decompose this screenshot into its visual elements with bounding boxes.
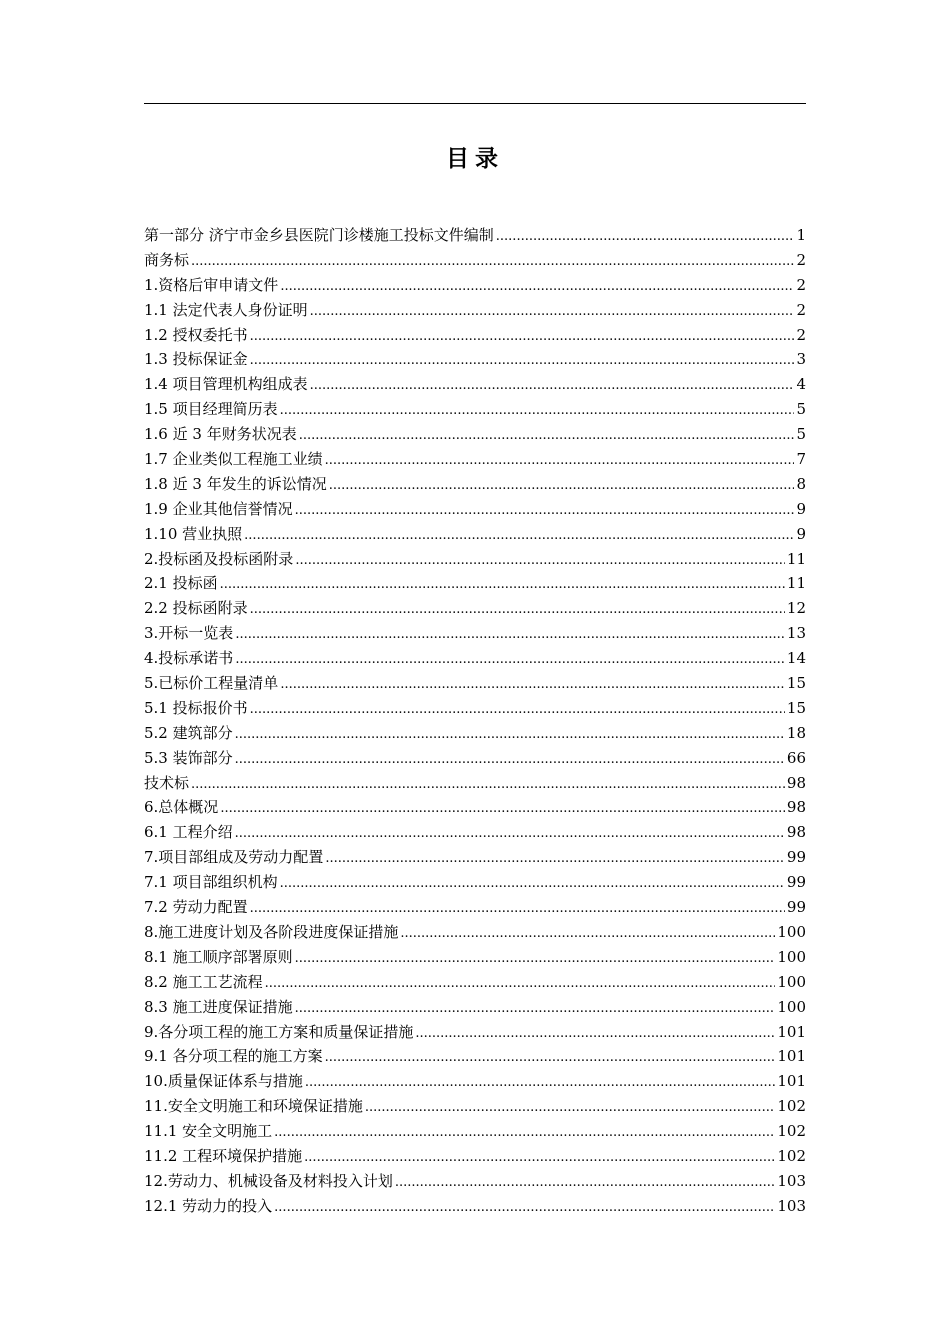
toc-entry[interactable] [144,646,806,671]
toc-leader-dots [274,1196,775,1219]
toc-entry-page-number: 15 [786,674,806,693]
toc-entry-page-number: 2 [796,300,806,319]
toc-leader-dots [250,698,785,721]
toc-entry[interactable] [144,1144,806,1169]
toc-leader-dots [365,1096,776,1119]
toc-entry-label: 6.总体概况 [144,798,219,817]
toc-entry[interactable] [144,671,806,696]
toc-entry[interactable] [144,696,806,721]
toc-entry[interactable] [144,522,806,547]
toc-leader-dots [325,847,785,870]
toc-entry-page-number: 11 [786,549,806,568]
toc-entry-page-number: 99 [786,873,806,892]
toc-entry-label: 1.1 法定代表人身份证明 [144,300,308,319]
toc-leader-dots [295,499,795,522]
toc-entry-label: 12.1 劳动力的投入 [144,1196,273,1215]
toc-entry-label: 5.1 投标报价书 [144,698,248,717]
toc-leader-dots [250,897,785,920]
toc-entry-label: 2.1 投标函 [144,574,218,593]
toc-entry[interactable] [144,1020,806,1045]
toc-leader-dots [295,997,776,1020]
toc-entry-label: 1.资格后审申请文件 [144,275,279,294]
toc-entry-page-number: 4 [796,375,806,394]
toc-entry[interactable] [144,248,806,273]
toc-leader-dots [325,1046,776,1069]
toc-entry-page-number: 102 [777,1146,806,1165]
toc-entry-label: 2.2 投标函附录 [144,599,248,618]
toc-entry[interactable] [144,870,806,895]
toc-leader-dots [280,275,794,298]
toc-leader-dots [250,325,795,348]
toc-entry-page-number: 15 [786,698,806,717]
toc-entry[interactable] [144,497,806,522]
toc-entry-label: 11.安全文明施工和环境保证措施 [144,1097,363,1116]
toc-entry-page-number: 100 [777,947,806,966]
toc-entry-label: 1.10 营业执照 [144,524,243,543]
toc-entry-label: 8.2 施工工艺流程 [144,972,263,991]
toc-entry-label: 11.2 工程环境保护措施 [144,1146,303,1165]
table-of-contents [144,223,806,1219]
toc-leader-dots [310,300,795,323]
toc-entry-page-number: 9 [796,524,806,543]
toc-entry-page-number: 11 [786,574,806,593]
toc-leader-dots [295,947,776,970]
toc-entry-label: 6.1 工程介绍 [144,823,233,842]
toc-entry-label: 1.5 项目经理简历表 [144,400,278,419]
toc-entry-page-number: 99 [786,848,806,867]
toc-leader-dots [220,797,785,820]
toc-entry-label: 2.投标函及投标函附录 [144,549,294,568]
toc-entry[interactable] [144,771,806,796]
toc-entry[interactable] [144,970,806,995]
toc-entry[interactable] [144,547,806,572]
header-rule [144,103,806,104]
toc-leader-dots [235,623,785,646]
toc-leader-dots [274,1121,775,1144]
toc-entry-page-number: 103 [777,1171,806,1190]
toc-entry-label: 第一部分 济宁市金乡县医院门诊楼施工投标文件编制 [144,226,494,244]
toc-entry-page-number: 2 [796,325,806,344]
toc-leader-dots [280,399,795,422]
toc-entry-page-number: 66 [786,748,806,767]
toc-entry-page-number: 7 [796,450,806,469]
toc-leader-dots [325,449,795,472]
toc-entry-page-number: 2 [796,275,806,294]
toc-entry[interactable] [144,845,806,870]
toc-leader-dots [220,573,785,596]
toc-entry[interactable] [144,995,806,1020]
toc-entry[interactable] [144,298,806,323]
toc-entry-label: 1.4 项目管理机构组成表 [144,375,308,394]
toc-leader-dots [244,524,794,547]
toc-entry-label: 5.2 建筑部分 [144,723,233,742]
toc-entry[interactable] [144,945,806,970]
toc-leader-dots [235,822,785,845]
toc-leader-dots [310,374,795,397]
toc-entry-page-number: 99 [786,898,806,917]
toc-entry[interactable] [144,323,806,348]
toc-entry-page-number: 9 [796,499,806,518]
toc-entry[interactable] [144,920,806,945]
toc-entry-label: 12.劳动力、机械设备及材料投入计划 [144,1171,393,1190]
toc-entry-page-number: 12 [786,599,806,618]
toc-entry-page-number: 13 [786,624,806,643]
toc-entry-page-number: 100 [777,972,806,991]
toc-leader-dots [191,773,785,796]
toc-leader-dots [400,922,775,945]
toc-entry[interactable] [144,472,806,497]
toc-entry[interactable] [144,1169,806,1194]
toc-leader-dots [250,598,785,621]
toc-entry-page-number: 98 [786,773,806,792]
toc-entry[interactable] [144,397,806,422]
toc-entry[interactable] [144,820,806,845]
toc-entry-page-number: 14 [786,649,806,668]
toc-entry[interactable] [144,422,806,447]
toc-entry-label: 10.质量保证体系与措施 [144,1072,303,1091]
toc-leader-dots [250,349,795,372]
toc-entry-page-number: 102 [777,1122,806,1141]
toc-entry[interactable] [144,1094,806,1119]
toc-entry[interactable] [144,571,806,596]
toc-leader-dots [280,673,785,696]
toc-entry[interactable] [144,895,806,920]
toc-entry-page-number: 100 [777,922,806,941]
toc-entry-label: 7.1 项目部组织机构 [144,873,278,892]
toc-entry-label: 1.6 近 3 年财务状况表 [144,425,297,444]
toc-entry-label: 技术标 [144,773,190,792]
toc-entry-page-number: 8 [796,474,806,493]
toc-entry[interactable] [144,347,806,372]
toc-entry[interactable] [144,596,806,621]
toc-entry[interactable] [144,721,806,746]
toc-entry[interactable] [144,447,806,472]
toc-leader-dots [191,250,794,273]
toc-entry-page-number: 98 [786,823,806,842]
toc-entry-label: 1.9 企业其他信誉情况 [144,499,293,518]
toc-leader-dots [415,1022,775,1045]
toc-entry[interactable] [144,1044,806,1069]
toc-leader-dots [295,549,785,572]
toc-entry-label: 8.3 施工进度保证措施 [144,997,293,1016]
toc-entry[interactable] [144,1194,806,1219]
toc-entry[interactable] [144,621,806,646]
toc-entry-label: 1.3 投标保证金 [144,350,248,369]
toc-entry-label: 5.已标价工程量清单 [144,674,279,693]
toc-leader-dots [329,474,795,497]
toc-entry-label: 7.项目部组成及劳动力配置 [144,848,324,867]
toc-leader-dots [280,872,785,895]
toc-leader-dots [235,723,785,746]
toc-entry-label: 7.2 劳动力配置 [144,898,248,917]
toc-entry-label: 1.8 近 3 年发生的诉讼情况 [144,474,327,493]
page-title: 目录 [446,146,504,172]
toc-entry-page-number: 101 [777,1047,806,1066]
toc-entry-page-number: 98 [786,798,806,817]
toc-entry-label: 1.7 企业类似工程施工业绩 [144,450,323,469]
toc-entry-label: 9.各分项工程的施工方案和质量保证措施 [144,1022,414,1041]
toc-entry-page-number: 2 [796,250,806,269]
toc-leader-dots [235,748,785,771]
toc-leader-dots [235,648,785,671]
toc-entry[interactable] [144,1119,806,1144]
toc-entry-page-number: 103 [777,1196,806,1215]
toc-leader-dots [304,1146,775,1169]
toc-entry-page-number: 101 [777,1022,806,1041]
toc-entry-label: 8.施工进度计划及各阶段进度保证措施 [144,922,399,941]
toc-entry[interactable] [144,1069,806,1094]
toc-entry[interactable] [144,273,806,298]
toc-entry-label: 8.1 施工顺序部署原则 [144,947,293,966]
toc-entry[interactable] [144,795,806,820]
toc-leader-dots [395,1171,776,1194]
toc-entry-label: 4.投标承诺书 [144,649,234,668]
toc-leader-dots [299,424,795,447]
toc-entry-label: 9.1 各分项工程的施工方案 [144,1047,323,1066]
toc-entry-page-number: 5 [796,425,806,444]
toc-entry-label: 3.开标一览表 [144,624,234,643]
toc-entry[interactable] [144,372,806,397]
toc-entry-label: 商务标 [144,250,190,269]
toc-entry-label: 1.2 授权委托书 [144,325,248,344]
toc-entry-label: 5.3 装饰部分 [144,748,233,767]
toc-entry-page-number: 1 [796,226,806,244]
toc-entry-page-number: 5 [796,400,806,419]
toc-entry-label: 11.1 安全文明施工 [144,1122,273,1141]
toc-entry[interactable] [144,223,806,248]
toc-entry-page-number: 101 [777,1072,806,1091]
toc-leader-dots [305,1071,776,1094]
toc-leader-dots [265,972,776,995]
toc-entry-page-number: 102 [777,1097,806,1116]
toc-entry-page-number: 3 [796,350,806,369]
toc-entry[interactable] [144,746,806,771]
toc-entry-page-number: 100 [777,997,806,1016]
toc-leader-dots [496,225,795,248]
toc-entry-page-number: 18 [786,723,806,742]
